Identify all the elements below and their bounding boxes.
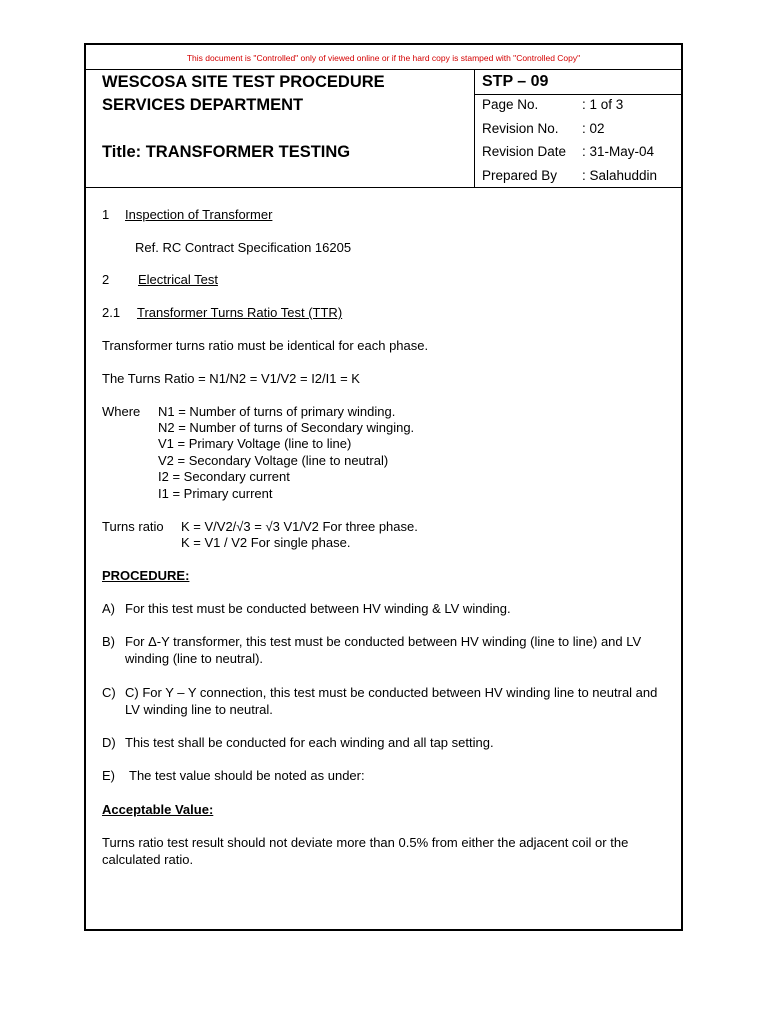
- section-1-title: Inspection of Transformer: [125, 207, 273, 222]
- procedure-marker: A): [102, 601, 115, 616]
- header-bottom-rule: [86, 187, 681, 188]
- acceptable-value-text: Turns ratio test result should not deviate more than 0.5% from either the adjacent coil or the calculated ratio.: [102, 835, 629, 867]
- where-item: I2 = Secondary current: [158, 469, 290, 484]
- section-1-reference: Ref. RC Contract Specification 16205: [135, 240, 352, 255]
- revision-date-label: Revision Date: [482, 144, 567, 159]
- controlled-notice: This document is "Controlled" only of viewed online or if the hard copy is stamped with "Controlled Copy": [186, 53, 581, 63]
- single-phase-formula: K = V1 / V2 For single phase.: [181, 535, 351, 550]
- revision-date-value: : 31-May-04: [582, 144, 655, 159]
- header-divider: [474, 70, 475, 188]
- revision-no-value: : 02: [582, 121, 605, 136]
- turns-ratio-formula: The Turns Ratio = N1/N2 = V1/V2 = I2/I1 = K: [102, 371, 360, 386]
- three-phase-formula: K = V/V2/√3 = √3 V1/V2 For three phase.: [181, 519, 418, 534]
- procedure-step: For this test must be conducted between HV winding & LV winding.: [125, 601, 511, 616]
- where-item: V1 = Primary Voltage (line to line): [158, 436, 352, 451]
- procedure-marker: E): [102, 768, 115, 783]
- procedure-marker: D): [102, 735, 116, 750]
- section-1-number: 1: [102, 207, 110, 222]
- org-name: WESCOSA SITE TEST PROCEDURE: [102, 73, 385, 91]
- document-frame: [84, 43, 683, 931]
- procedure-step: For Δ-Y transformer, this test must be conducted between HV winding (line to line) and LV winding (line to neutral).: [125, 634, 642, 666]
- section-2-1-number: 2.1: [102, 305, 121, 320]
- prepared-by-value: : Salahuddin: [582, 168, 658, 183]
- meta-rule: [474, 94, 681, 95]
- where-item: N1 = Number of turns of primary winding.: [158, 404, 396, 419]
- procedure-marker: B): [102, 634, 115, 649]
- page-no-value: : 1 of 3: [582, 97, 624, 112]
- where-item: N2 = Number of turns of Secondary winging.: [158, 420, 415, 435]
- procedure-marker: C): [102, 685, 116, 700]
- section-2-number: 2: [102, 272, 110, 287]
- where-item: I1 = Primary current: [158, 486, 273, 501]
- prepared-by-label: Prepared By: [482, 168, 558, 183]
- intro-paragraph: Transformer turns ratio must be identical for each phase.: [102, 338, 429, 353]
- department-name: SERVICES DEPARTMENT: [102, 96, 304, 114]
- revision-no-label: Revision No.: [482, 121, 559, 136]
- procedure-step: C) For Y – Y connection, this test must be conducted between HV winding line to neutral and LV winding line to neutral.: [125, 685, 658, 717]
- where-item: V2 = Secondary Voltage (line to neutral): [158, 453, 389, 468]
- document-title: Title: TRANSFORMER TESTING: [102, 143, 351, 161]
- section-2-title: Electrical Test: [138, 272, 218, 287]
- section-2-1-title: Transformer Turns Ratio Test (TTR): [137, 305, 343, 320]
- procedure-step: This test shall be conducted for each winding and all tap setting.: [125, 735, 494, 750]
- document-code: STP – 09: [482, 73, 549, 90]
- acceptable-value-heading: Acceptable Value:: [102, 802, 214, 817]
- procedure-step: The test value should be noted as under:: [129, 768, 365, 783]
- where-label: Where: [102, 404, 141, 419]
- page-no-label: Page No.: [482, 97, 539, 112]
- procedure-heading: PROCEDURE:: [102, 568, 190, 583]
- turns-ratio-label: Turns ratio: [102, 519, 164, 534]
- header-top-rule: [86, 69, 681, 70]
